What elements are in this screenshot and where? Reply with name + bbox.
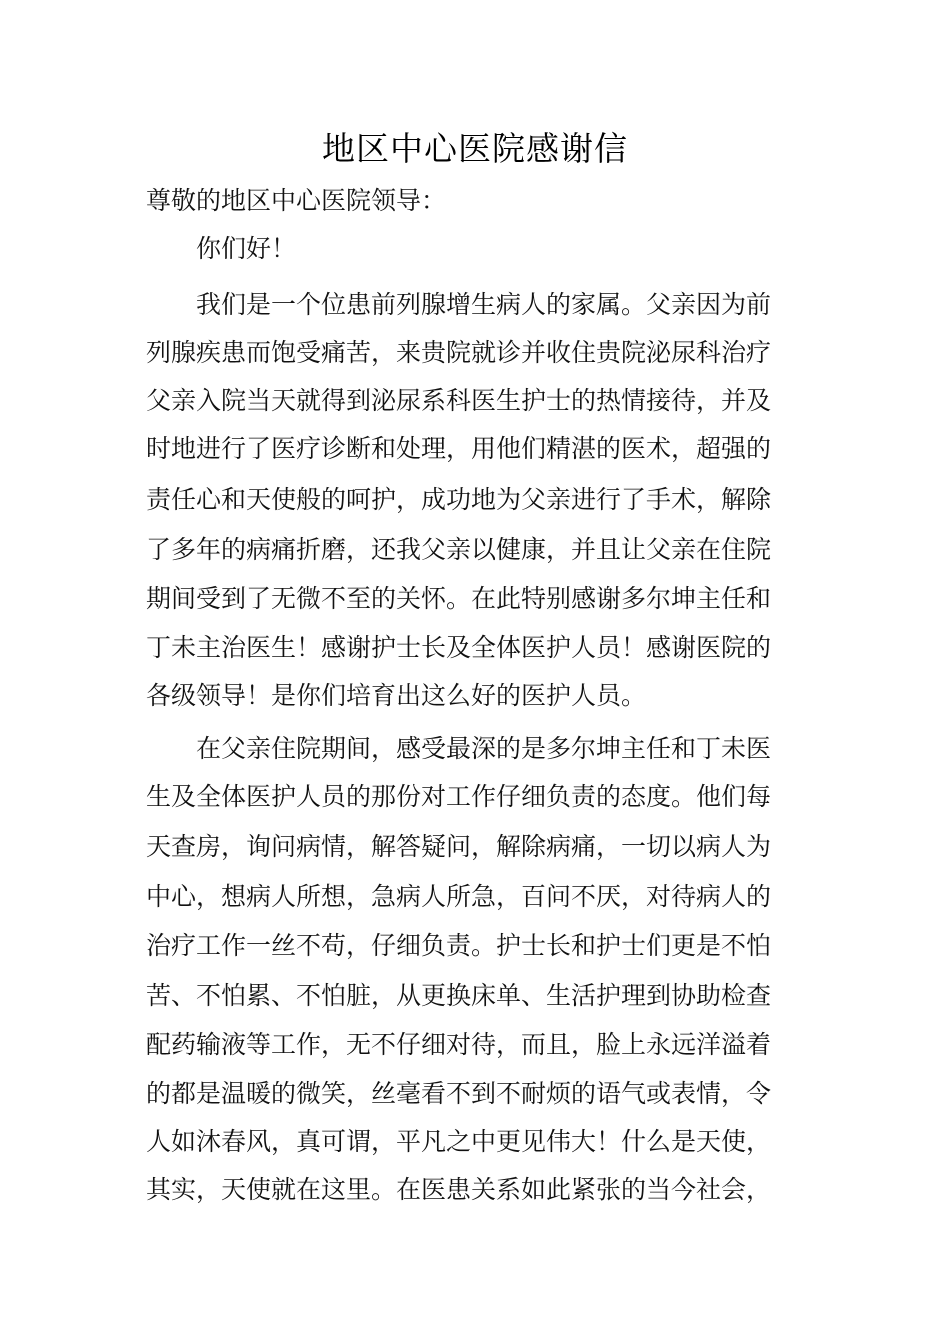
body-line: 配药输液等工作，无不仔细对待，而且，脸上永远洋溢着 — [146, 1030, 772, 1059]
body-line: 在父亲住院期间，感受最深的是多尔坤主任和丁未医 — [196, 734, 772, 763]
body-line: 时地进行了医疗诊断和处理，用他们精湛的医术，超强的 — [146, 434, 772, 463]
body-line: 各级领导！是你们培育出这么好的医护人员。 — [146, 681, 647, 710]
body-line: 我们是一个位患前列腺增生病人的家属。父亲因为前 — [196, 290, 772, 319]
body-line: 其实，天使就在这里。在医患关系如此紧张的当今社会， — [146, 1175, 772, 1204]
body-line: 天查房，询问病情，解答疑问，解除病痛，一切以病人为 — [146, 832, 772, 861]
greeting: 你们好！ — [196, 234, 297, 263]
body-line: 丁未主治医生！感谢护士长及全体医护人员！感谢医院的 — [146, 633, 772, 662]
body-line: 责任心和天使般的呵护，成功地为父亲进行了手术，解除 — [146, 485, 772, 514]
body-line: 治疗工作一丝不苟，仔细负责。护士长和护士们更是不怕 — [146, 931, 772, 960]
body-line: 生及全体医护人员的那份对工作仔细负责的态度。他们每 — [146, 782, 772, 811]
body-line: 苦、不怕累、不怕脏，从更换床单、生活护理到协助检查 — [146, 981, 772, 1010]
body-line: 的都是温暖的微笑，丝毫看不到不耐烦的语气或表情，令 — [146, 1079, 772, 1108]
salutation: 尊敬的地区中心医院领导： — [146, 186, 447, 215]
body-line: 了多年的病痛折磨，还我父亲以健康，并且让父亲在住院 — [146, 535, 772, 564]
body-line: 中心，想病人所想，急病人所急，百问不厌，对待病人的 — [146, 882, 772, 911]
body-line: 人如沐春风，真可谓，平凡之中更见伟大！什么是天使， — [146, 1127, 772, 1156]
letter-title: 地区中心医院感谢信 — [322, 129, 628, 168]
body-line: 父亲入院当天就得到泌尿系科医生护士的热情接待，并及 — [146, 386, 772, 415]
body-line: 列腺疾患而饱受痛苦，来贵院就诊并收住贵院泌尿科治疗 — [146, 338, 772, 367]
body-line: 期间受到了无微不至的关怀。在此特别感谢多尔坤主任和 — [146, 584, 772, 613]
